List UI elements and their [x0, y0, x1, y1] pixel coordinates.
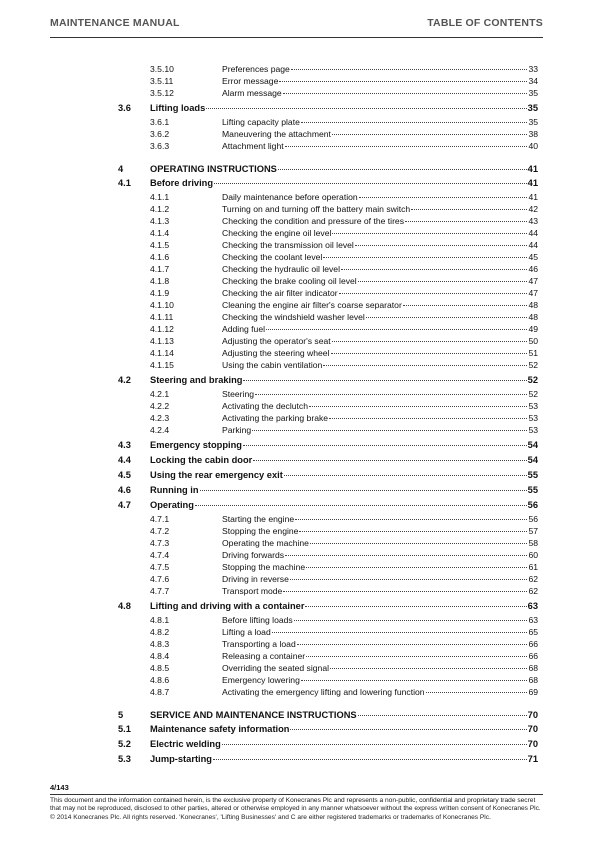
toc-leader-dots: [291, 69, 528, 70]
toc-entry[interactable]: [150, 228, 538, 240]
toc-entry-number: 4.1.11: [150, 312, 174, 322]
toc-leader-dots: [359, 197, 528, 198]
toc-entry-page: 41: [527, 164, 538, 174]
toc-leader-dots: [405, 221, 527, 222]
toc-entry-title: Checking the transmission oil level: [222, 240, 354, 250]
toc-entry-page: 51: [528, 348, 538, 358]
toc-entry-number: 3.6.2: [150, 129, 170, 139]
toc-entry-number: 4.1.5: [150, 240, 170, 250]
toc-entry-page: 33: [528, 64, 538, 74]
toc-entry-number: 4.8.6: [150, 675, 170, 685]
toc-entry-number: 3.6.3: [150, 141, 170, 151]
toc-entry-title: Daily maintenance before operation: [222, 192, 358, 202]
toc-entry-page: 46: [528, 264, 538, 274]
toc-entry-number: 4.1.4: [150, 228, 170, 238]
toc-entry-page: 55: [527, 470, 538, 480]
toc-leader-dots: [297, 644, 528, 645]
toc-entry-title: Checking the hydraulic oil level: [222, 264, 340, 274]
toc-entry-title: Adjusting the operator's seat: [222, 336, 331, 346]
toc-leader-dots: [285, 555, 527, 556]
toc-entry[interactable]: [150, 562, 538, 574]
toc-entry[interactable]: [150, 129, 538, 141]
toc-entry-page: 53: [528, 413, 538, 423]
toc-entry-page: 34: [528, 76, 538, 86]
toc-entry-title: Activating the emergency lifting and lowering function: [222, 687, 425, 697]
toc-leader-dots: [330, 668, 527, 669]
toc-entry-page: 41: [527, 178, 538, 188]
toc-leader-dots: [301, 122, 528, 123]
toc-entry-page: 62: [528, 574, 538, 584]
toc-entry-title: Checking the engine oil level: [222, 228, 332, 238]
toc-entry[interactable]: [118, 754, 538, 766]
toc-entry-page: 54: [527, 455, 538, 465]
toc-entry-number: 3.5.10: [150, 64, 174, 74]
toc-entry-title: Error message: [222, 76, 279, 86]
toc-entry-number: 4.8.1: [150, 615, 170, 625]
toc-entry[interactable]: [150, 425, 538, 437]
toc-entry-number: 4.2.1: [150, 389, 170, 399]
toc-entry-number: 4.8.5: [150, 663, 170, 673]
toc-entry-title: OPERATING INSTRUCTIONS: [150, 164, 277, 174]
toc-entry-number: 3.5.11: [150, 76, 174, 86]
toc-entry-title: Lifting a load: [222, 627, 271, 637]
toc-leader-dots: [301, 680, 528, 681]
toc-entry[interactable]: [150, 216, 538, 228]
toc-entry-number: 4.7.1: [150, 514, 170, 524]
toc-entry[interactable]: [118, 470, 538, 482]
toc-entry[interactable]: [118, 455, 538, 467]
toc-entry[interactable]: [150, 675, 538, 687]
toc-entry-number: 4.7: [118, 500, 131, 510]
toc-entry-page: 68: [528, 675, 538, 685]
toc-entry[interactable]: [150, 204, 538, 216]
toc-entry-title: Parking: [222, 425, 252, 435]
toc-entry-page: 44: [528, 240, 538, 250]
toc-entry-title: Using the rear emergency exit: [150, 470, 283, 480]
toc-leader-dots: [309, 406, 527, 407]
toc-entry[interactable]: [150, 88, 538, 100]
toc-leader-dots: [214, 183, 527, 184]
toc-entry-title: Cleaning the engine air filter's coarse separator: [222, 300, 402, 310]
toc-entry-title: Electric welding: [150, 739, 221, 749]
toc-entry-number: 4.1.13: [150, 336, 174, 346]
toc-entry-title: Overriding the seated signal: [222, 663, 330, 673]
toc-leader-dots: [305, 606, 526, 607]
toc-leader-dots: [222, 744, 527, 745]
toc-entry-page: 43: [528, 216, 538, 226]
toc-leader-dots: [332, 233, 527, 234]
toc-leader-dots: [200, 490, 527, 491]
toc-entry-title: Operating: [150, 500, 194, 510]
toc-leader-dots: [355, 245, 528, 246]
toc-leader-dots: [285, 146, 528, 147]
toc-entry[interactable]: [150, 413, 538, 425]
toc-entry[interactable]: [118, 178, 538, 190]
toc-entry-page: 53: [528, 425, 538, 435]
page-number: 4/143: [50, 783, 69, 792]
toc-leader-dots: [295, 519, 527, 520]
toc-entry-title: Adjusting the steering wheel: [222, 348, 330, 358]
toc-entry-number: 4.1.1: [150, 192, 170, 202]
toc-leader-dots: [195, 505, 527, 506]
toc-entry-page: 60: [528, 550, 538, 560]
toc-entry-page: 58: [528, 538, 538, 548]
toc-entry[interactable]: [150, 663, 538, 675]
section-title: TABLE OF CONTENTS: [427, 17, 543, 29]
toc-leader-dots: [206, 108, 526, 109]
toc-entry-number: 4.6: [118, 485, 131, 495]
toc-entry-number: 4.8.7: [150, 687, 170, 697]
toc-entry-title: Stopping the machine: [222, 562, 306, 572]
toc-entry-page: 71: [527, 754, 538, 764]
toc-entry[interactable]: [150, 687, 538, 699]
toc-leader-dots: [306, 567, 527, 568]
toc-entry-number: 4.1.2: [150, 204, 170, 214]
toc-entry-page: 38: [528, 129, 538, 139]
toc-entry-number: 5: [118, 710, 124, 720]
toc-entry-number: 4.1.15: [150, 360, 174, 370]
toc-entry-page: 54: [527, 440, 538, 450]
toc-entry[interactable]: [150, 324, 538, 336]
toc-entry[interactable]: [150, 64, 538, 76]
toc-entry-title: Transporting a load: [222, 639, 296, 649]
toc-entry-page: 69: [528, 687, 538, 697]
toc-entry-page: 70: [527, 739, 538, 749]
toc-leader-dots: [279, 81, 527, 82]
toc-entry-page: 41: [528, 192, 538, 202]
toc-entry[interactable]: [150, 76, 538, 88]
toc-entry-page: 66: [528, 651, 538, 661]
toc-leader-dots: [306, 656, 527, 657]
toc-entry[interactable]: [150, 586, 538, 598]
toc-entry[interactable]: [118, 500, 538, 512]
toc-leader-dots: [339, 293, 528, 294]
toc-entry-number: 4.3: [118, 440, 131, 450]
toc-entry[interactable]: [118, 601, 538, 613]
toc-entry[interactable]: [118, 440, 538, 452]
toc-leader-dots: [358, 281, 528, 282]
toc-entry-title: Activating the declutch: [222, 401, 308, 411]
toc-leader-dots: [252, 430, 527, 431]
toc-entry-number: 3.6.1: [150, 117, 170, 127]
manual-title: MAINTENANCE MANUAL: [50, 17, 180, 29]
toc-entry[interactable]: [150, 360, 538, 372]
toc-entry-title: Maneuvering the attachment: [222, 129, 331, 139]
toc-entry-title: Maintenance safety information: [150, 724, 290, 734]
toc-leader-dots: [403, 305, 528, 306]
toc-entry-title: Preferences page: [222, 64, 290, 74]
toc-leader-dots: [213, 759, 527, 760]
toc-leader-dots: [243, 445, 527, 446]
toc-entry-number: 4.7.7: [150, 586, 170, 596]
toc-leader-dots: [243, 380, 526, 381]
toc-entry-title: Operating the machine: [222, 538, 309, 548]
toc-entry-page: 70: [527, 710, 538, 720]
toc-entry-number: 4.1.9: [150, 288, 170, 298]
toc-entry-title: SERVICE AND MAINTENANCE INSTRUCTIONS: [150, 710, 357, 720]
toc-entry-page: 52: [528, 389, 538, 399]
toc-entry[interactable]: [150, 192, 538, 204]
toc-leader-dots: [290, 579, 528, 580]
toc-entry[interactable]: [150, 288, 538, 300]
toc-leader-dots: [341, 269, 527, 270]
toc-leader-dots: [329, 418, 527, 419]
toc-entry-title: Using the cabin ventilation: [222, 360, 323, 370]
toc-entry-page: 35: [528, 88, 538, 98]
toc-entry[interactable]: [150, 300, 538, 312]
toc-entry[interactable]: [150, 514, 538, 526]
toc-entry-page: 48: [528, 300, 538, 310]
toc-entry-page: 63: [527, 601, 538, 611]
toc-entry-title: Transport mode: [222, 586, 283, 596]
toc-entry[interactable]: [150, 252, 538, 264]
toc-entry-number: 4.2.2: [150, 401, 170, 411]
toc-entry-title: Checking the air filter indicator: [222, 288, 338, 298]
toc-entry[interactable]: [150, 639, 538, 651]
toc-leader-dots: [426, 692, 528, 693]
toc-leader-dots: [283, 93, 528, 94]
toc-entry-number: 5.1: [118, 724, 131, 734]
toc-entry-page: 48: [528, 312, 538, 322]
toc-entry-page: 57: [528, 526, 538, 536]
toc-entry[interactable]: [150, 550, 538, 562]
toc-entry-number: 4.7.2: [150, 526, 170, 536]
toc-entry[interactable]: [150, 615, 538, 627]
toc-entry-number: 4.2.3: [150, 413, 170, 423]
toc-entry-number: 4.8.3: [150, 639, 170, 649]
toc-entry-page: 56: [527, 500, 538, 510]
toc-entry-page: 47: [528, 288, 538, 298]
toc-leader-dots: [266, 329, 527, 330]
toc-entry-number: 4.7.3: [150, 538, 170, 548]
toc-entry-title: Checking the windshield washer level: [222, 312, 365, 322]
toc-leader-dots: [272, 632, 528, 633]
toc-entry-title: Driving forwards: [222, 550, 285, 560]
toc-entry[interactable]: [118, 164, 538, 176]
toc-leader-dots: [323, 365, 527, 366]
toc-entry-title: Jump-starting: [150, 754, 212, 764]
toc-entry-title: Running in: [150, 485, 199, 495]
toc-leader-dots: [366, 317, 528, 318]
toc-entry-page: 50: [528, 336, 538, 346]
page-footer: [50, 783, 543, 822]
toc-entry-title: Before driving: [150, 178, 214, 188]
toc-entry-number: 4.5: [118, 470, 131, 480]
toc-entry-page: 70: [527, 724, 538, 734]
page-header: [50, 17, 543, 38]
toc-entry-page: 68: [528, 663, 538, 673]
toc-entry[interactable]: [150, 574, 538, 586]
toc-entry[interactable]: [150, 141, 538, 153]
toc-entry[interactable]: [118, 375, 538, 387]
toc-entry[interactable]: [150, 348, 538, 360]
toc-leader-dots: [332, 341, 528, 342]
toc-entry-title: Locking the cabin door: [150, 455, 253, 465]
toc-entry-number: 4.2: [118, 375, 131, 385]
toc-entry[interactable]: [150, 389, 538, 401]
toc-entry-title: Steering and braking: [150, 375, 243, 385]
toc-entry-number: 3.5.12: [150, 88, 174, 98]
toc-leader-dots: [290, 729, 526, 730]
toc-entry[interactable]: [150, 627, 538, 639]
toc-entry-number: 4.1.7: [150, 264, 170, 274]
toc-entry[interactable]: [150, 651, 538, 663]
toc-entry-title: Lifting and driving with a container: [150, 601, 305, 611]
toc-leader-dots: [294, 620, 528, 621]
toc-entry-number: 4.7.4: [150, 550, 170, 560]
toc-entry-page: 44: [528, 228, 538, 238]
toc-entry[interactable]: [150, 526, 538, 538]
toc-entry-number: 4.2.4: [150, 425, 170, 435]
toc-leader-dots: [411, 209, 527, 210]
toc-entry[interactable]: [150, 538, 538, 550]
toc-entry-page: 52: [528, 360, 538, 370]
toc-entry-page: 53: [528, 401, 538, 411]
toc-entry[interactable]: [118, 485, 538, 497]
toc-leader-dots: [284, 475, 527, 476]
toc-entry-title: Turning on and turning off the battery main switch: [222, 204, 411, 214]
toc-leader-dots: [323, 257, 527, 258]
toc-entry-number: 4.8: [118, 601, 131, 611]
toc-entry-title: Before lifting loads: [222, 615, 293, 625]
toc-entry-title: Adding fuel: [222, 324, 266, 334]
toc-entry-page: 40: [528, 141, 538, 151]
toc-entry-number: 4.7.5: [150, 562, 170, 572]
toc-entry-page: 35: [528, 117, 538, 127]
toc-entry-number: 4.1.3: [150, 216, 170, 226]
toc-entry-title: Starting the engine: [222, 514, 295, 524]
toc-entry[interactable]: [118, 739, 538, 751]
toc-entry-title: Steering: [222, 389, 255, 399]
toc-entry[interactable]: [118, 724, 538, 736]
toc-leader-dots: [253, 460, 526, 461]
toc-entry-number: 5.3: [118, 754, 131, 764]
toc-entry-title: Lifting capacity plate: [222, 117, 300, 127]
toc-entry-number: 4.1.8: [150, 276, 170, 286]
copyright-notice: This document and the information contained herein, is the exclusive property of Konecranes Plc and represents a non-public, confidential and proprietary trade secret that may not be reproduced, disclosed to other parties, altered or otherwise employed in any manner whatsoever without the express written consent of Konecranes Plc. © 2014 Konecranes Plc. All rights reserved. 'Konecranes', 'Lifting Businesses' and C are either registered trademarks or trademarks of Konecranes Plc.: [50, 797, 541, 821]
toc-entry-title: Checking the brake cooling oil level: [222, 276, 357, 286]
toc-entry[interactable]: [150, 264, 538, 276]
toc-entry-title: Driving in reverse: [222, 574, 289, 584]
toc-entry-number: 4: [118, 164, 124, 174]
toc-leader-dots: [310, 543, 527, 544]
toc-entry-number: 4.1.10: [150, 300, 174, 310]
toc-entry-page: 47: [528, 276, 538, 286]
toc-entry-page: 42: [528, 204, 538, 214]
table-of-contents: [118, 64, 538, 766]
toc-entry-number: 4.8.2: [150, 627, 170, 637]
toc-entry-page: 56: [528, 514, 538, 524]
toc-entry-title: Attachment light: [222, 141, 284, 151]
toc-entry-page: 62: [528, 586, 538, 596]
toc-entry-title: Emergency lowering: [222, 675, 300, 685]
toc-entry-page: 61: [528, 562, 538, 572]
toc-entry[interactable]: [150, 312, 538, 324]
toc-entry-number: 4.1.12: [150, 324, 174, 334]
toc-leader-dots: [358, 715, 527, 716]
toc-entry-title: Checking the condition and pressure of the tires: [222, 216, 405, 226]
toc-entry-title: Alarm message: [222, 88, 282, 98]
toc-leader-dots: [299, 531, 527, 532]
toc-entry-title: Emergency stopping: [150, 440, 242, 450]
toc-entry-page: 49: [528, 324, 538, 334]
toc-entry-number: 4.1: [118, 178, 131, 188]
toc-entry-page: 52: [527, 375, 538, 385]
toc-entry-number: 4.7.6: [150, 574, 170, 584]
toc-entry[interactable]: [150, 276, 538, 288]
toc-leader-dots: [332, 134, 528, 135]
footer-divider: [50, 794, 543, 795]
toc-entry-page: 35: [527, 103, 538, 113]
toc-entry[interactable]: [150, 117, 538, 129]
toc-entry-title: Releasing a container: [222, 651, 306, 661]
toc-entry-title: Activating the parking brake: [222, 413, 329, 423]
toc-leader-dots: [255, 394, 527, 395]
toc-entry-number: 3.6: [118, 103, 131, 113]
toc-entry-page: 45: [528, 252, 538, 262]
toc-entry[interactable]: [150, 401, 538, 413]
toc-entry-title: Checking the coolant level: [222, 252, 323, 262]
toc-entry-title: Stopping the engine: [222, 526, 299, 536]
toc-entry-number: 5.2: [118, 739, 131, 749]
toc-entry-page: 63: [528, 615, 538, 625]
toc-entry[interactable]: [150, 336, 538, 348]
toc-entry-page: 65: [528, 627, 538, 637]
toc-leader-dots: [331, 353, 528, 354]
toc-entry-page: 55: [527, 485, 538, 495]
toc-entry-number: 4.1.14: [150, 348, 174, 358]
toc-entry[interactable]: [118, 103, 538, 115]
toc-entry-number: 4.1.6: [150, 252, 170, 262]
toc-entry-number: 4.8.4: [150, 651, 170, 661]
toc-entry[interactable]: [118, 710, 538, 722]
toc-leader-dots: [278, 169, 527, 170]
toc-leader-dots: [283, 591, 527, 592]
toc-entry-page: 66: [528, 639, 538, 649]
toc-entry-number: 4.4: [118, 455, 131, 465]
toc-entry[interactable]: [150, 240, 538, 252]
toc-entry-title: Lifting loads: [150, 103, 206, 113]
